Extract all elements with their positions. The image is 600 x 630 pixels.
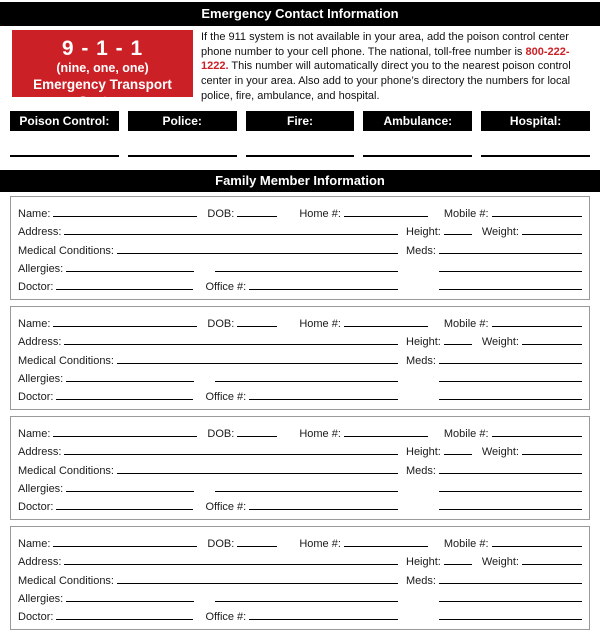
family-member-block: [10, 196, 590, 300]
medical-conditions-label: Medical Conditions:: [18, 574, 114, 587]
meds-label: Meds:: [406, 464, 436, 477]
doctor-label: Doctor:: [18, 611, 54, 624]
meds-label: Meds:: [406, 574, 436, 587]
poison-control-phone-number: 800-222-1222.: [201, 45, 570, 73]
block-row-address: [18, 550, 582, 568]
address-field[interactable]: [64, 234, 398, 235]
block-row-name: [18, 312, 582, 330]
family-member-block: [10, 306, 590, 410]
family-blocks: [10, 196, 590, 630]
dob-label: DOB:: [207, 208, 235, 221]
allergies-label: Allergies:: [18, 262, 64, 275]
contact-slot: [363, 111, 472, 157]
medical-conditions-field[interactable]: [117, 583, 398, 584]
address-field[interactable]: [64, 564, 398, 565]
medical-conditions-label: Medical Conditions:: [18, 354, 114, 367]
height-label: Height:: [406, 336, 441, 349]
doctor-field[interactable]: [56, 619, 193, 620]
contact-label-police: Police:: [128, 111, 237, 131]
meds-label: Meds:: [406, 354, 436, 367]
block-row-medical: [18, 568, 582, 586]
allergies-continued-field[interactable]: [215, 601, 398, 602]
office-phone-label: Office #:: [205, 611, 247, 624]
family-member-block: [10, 416, 590, 520]
allergies-continued-field[interactable]: [215, 381, 398, 382]
meds-continued-field[interactable]: [439, 381, 582, 382]
block-row-allergies: [18, 477, 582, 495]
meds-field[interactable]: [439, 583, 582, 584]
contact-label-fire: Fire:: [246, 111, 355, 131]
contact-label-poison-control: Poison Control:: [10, 111, 119, 131]
address-label: Address:: [18, 446, 62, 459]
block-row-name: [18, 422, 582, 440]
family-member-header: Family Member Information: [0, 170, 600, 192]
contact-label-hospital: Hospital:: [481, 111, 590, 131]
block-row-medical: [18, 348, 582, 366]
weight-label: Weight:: [481, 226, 519, 239]
address-label: Address:: [18, 556, 62, 569]
home-phone-label: Home #:: [299, 428, 341, 441]
weight-field[interactable]: [522, 234, 582, 235]
contact-field-police[interactable]: [128, 155, 237, 157]
name-label: Name:: [18, 428, 51, 441]
weight-field[interactable]: [522, 454, 582, 455]
block-row-medical: [18, 458, 582, 476]
contact-slot: [128, 111, 237, 157]
block-row-doctor: [18, 275, 582, 293]
name-field[interactable]: [53, 546, 197, 547]
contact-field-fire[interactable]: [246, 155, 355, 157]
medical-conditions-label: Medical Conditions:: [18, 464, 114, 477]
contact-slot: [10, 111, 119, 157]
doctor-label: Doctor:: [18, 391, 54, 404]
block-row-name: [18, 202, 582, 220]
medical-conditions-label: Medical Conditions:: [18, 244, 114, 257]
office-phone-label: Office #:: [205, 501, 247, 514]
allergies-field[interactable]: [66, 381, 194, 382]
mobile-phone-field[interactable]: [492, 546, 582, 547]
home-phone-label: Home #:: [299, 208, 341, 221]
dob-label: DOB:: [207, 538, 235, 551]
weight-label: Weight:: [481, 336, 519, 349]
block-row-doctor: [18, 495, 582, 513]
mobile-phone-field[interactable]: [492, 436, 582, 437]
block-row-allergies: [18, 587, 582, 605]
meds-continued-field[interactable]: [439, 619, 582, 620]
allergies-continued-field[interactable]: [215, 491, 398, 492]
office-phone-label: Office #:: [205, 391, 247, 404]
weight-label: Weight:: [481, 446, 519, 459]
home-phone-label: Home #:: [299, 538, 341, 551]
meds-continued-field[interactable]: [439, 289, 582, 290]
height-label: Height:: [406, 446, 441, 459]
doctor-label: Doctor:: [18, 281, 54, 294]
dob-field[interactable]: [237, 326, 277, 327]
allergies-label: Allergies:: [18, 592, 64, 605]
paragraph-text-after: This number will automatically direct you to the nearest poison control center in your area. Also add to your phone’s directory the numbers for local police, fire, ambulance, and hospital.: [201, 60, 571, 102]
doctor-field[interactable]: [56, 509, 193, 510]
block-row-doctor: [18, 605, 582, 623]
dob-field[interactable]: [237, 436, 277, 437]
contact-label-ambulance: Ambulance:: [363, 111, 472, 131]
mobile-phone-label: Mobile #:: [443, 208, 489, 221]
name-field[interactable]: [53, 216, 197, 217]
meds-label: Meds:: [406, 244, 436, 257]
contact-slot: [246, 111, 355, 157]
weight-field[interactable]: [522, 344, 582, 345]
weight-field[interactable]: [522, 564, 582, 565]
meds-field[interactable]: [439, 473, 582, 474]
emergency-info-section: [0, 30, 600, 109]
doctor-label: Doctor:: [18, 501, 54, 514]
contact-field-hospital[interactable]: [481, 155, 590, 157]
name-label: Name:: [18, 318, 51, 331]
height-field[interactable]: [444, 454, 472, 455]
name-label: Name:: [18, 208, 51, 221]
name-field[interactable]: [53, 326, 197, 327]
medical-conditions-field[interactable]: [117, 253, 398, 254]
allergies-label: Allergies:: [18, 372, 64, 385]
emergency-contact-header: Emergency Contact Information: [0, 2, 600, 26]
meds-continued-field[interactable]: [439, 601, 582, 602]
height-label: Height:: [406, 556, 441, 569]
meds-continued-field[interactable]: [439, 491, 582, 492]
badge-number: 9 - 1 - 1: [61, 37, 144, 60]
meds-field[interactable]: [439, 253, 582, 254]
home-phone-field[interactable]: [344, 436, 428, 437]
allergies-label: Allergies:: [18, 482, 64, 495]
address-label: Address:: [18, 336, 62, 349]
info-paragraph: [201, 30, 593, 104]
block-row-address: [18, 220, 582, 238]
mobile-phone-field[interactable]: [492, 216, 582, 217]
address-field[interactable]: [64, 454, 398, 455]
dob-label: DOB:: [207, 318, 235, 331]
mobile-phone-label: Mobile #:: [443, 318, 489, 331]
home-phone-field[interactable]: [344, 326, 428, 327]
block-row-address: [18, 440, 582, 458]
office-phone-field[interactable]: [249, 509, 398, 510]
height-field[interactable]: [444, 344, 472, 345]
home-phone-field[interactable]: [344, 546, 428, 547]
height-field[interactable]: [444, 234, 472, 235]
office-phone-label: Office #:: [205, 281, 247, 294]
meds-field[interactable]: [439, 363, 582, 364]
allergies-continued-field[interactable]: [215, 271, 398, 272]
block-row-name: [18, 532, 582, 550]
mobile-phone-label: Mobile #:: [443, 428, 489, 441]
doctor-field[interactable]: [56, 289, 193, 290]
mobile-phone-field[interactable]: [492, 326, 582, 327]
contact-field-ambulance[interactable]: [363, 155, 472, 157]
block-row-medical: [18, 238, 582, 256]
dob-field[interactable]: [237, 216, 277, 217]
office-phone-field[interactable]: [249, 289, 398, 290]
address-label: Address:: [18, 226, 62, 239]
paragraph-text-before: If the 911 system is not available in your area, add the poison control center phone number to your cell phone. The national, toll-free number is: [201, 31, 569, 58]
height-field[interactable]: [444, 564, 472, 565]
badge-words: (nine, one, one): [56, 61, 149, 75]
block-row-doctor: [18, 385, 582, 403]
address-field[interactable]: [64, 344, 398, 345]
emergency-contacts-row: [10, 111, 590, 157]
office-phone-field[interactable]: [249, 399, 398, 400]
meds-continued-field[interactable]: [439, 509, 582, 510]
doctor-field[interactable]: [56, 399, 193, 400]
allergies-field[interactable]: [66, 601, 194, 602]
family-member-block: [10, 526, 590, 630]
mobile-phone-label: Mobile #:: [443, 538, 489, 551]
meds-continued-field[interactable]: [439, 399, 582, 400]
weight-label: Weight:: [481, 556, 519, 569]
dob-label: DOB:: [207, 428, 235, 441]
home-phone-label: Home #:: [299, 318, 341, 331]
office-phone-field[interactable]: [249, 619, 398, 620]
height-label: Height:: [406, 226, 441, 239]
medical-conditions-field[interactable]: [117, 363, 398, 364]
dob-field[interactable]: [237, 546, 277, 547]
block-row-address: [18, 330, 582, 348]
badge-subtitle: Emergency Transport System: [33, 77, 172, 109]
nine-one-one-badge: [12, 30, 193, 109]
block-row-allergies: [18, 257, 582, 275]
home-phone-field[interactable]: [344, 216, 428, 217]
medical-conditions-field[interactable]: [117, 473, 398, 474]
meds-continued-field[interactable]: [439, 271, 582, 272]
block-row-allergies: [18, 367, 582, 385]
allergies-field[interactable]: [66, 491, 194, 492]
name-label: Name:: [18, 538, 51, 551]
name-field[interactable]: [53, 436, 197, 437]
contact-field-poison-control[interactable]: [10, 155, 119, 157]
allergies-field[interactable]: [66, 271, 194, 272]
contact-slot: [481, 111, 590, 157]
